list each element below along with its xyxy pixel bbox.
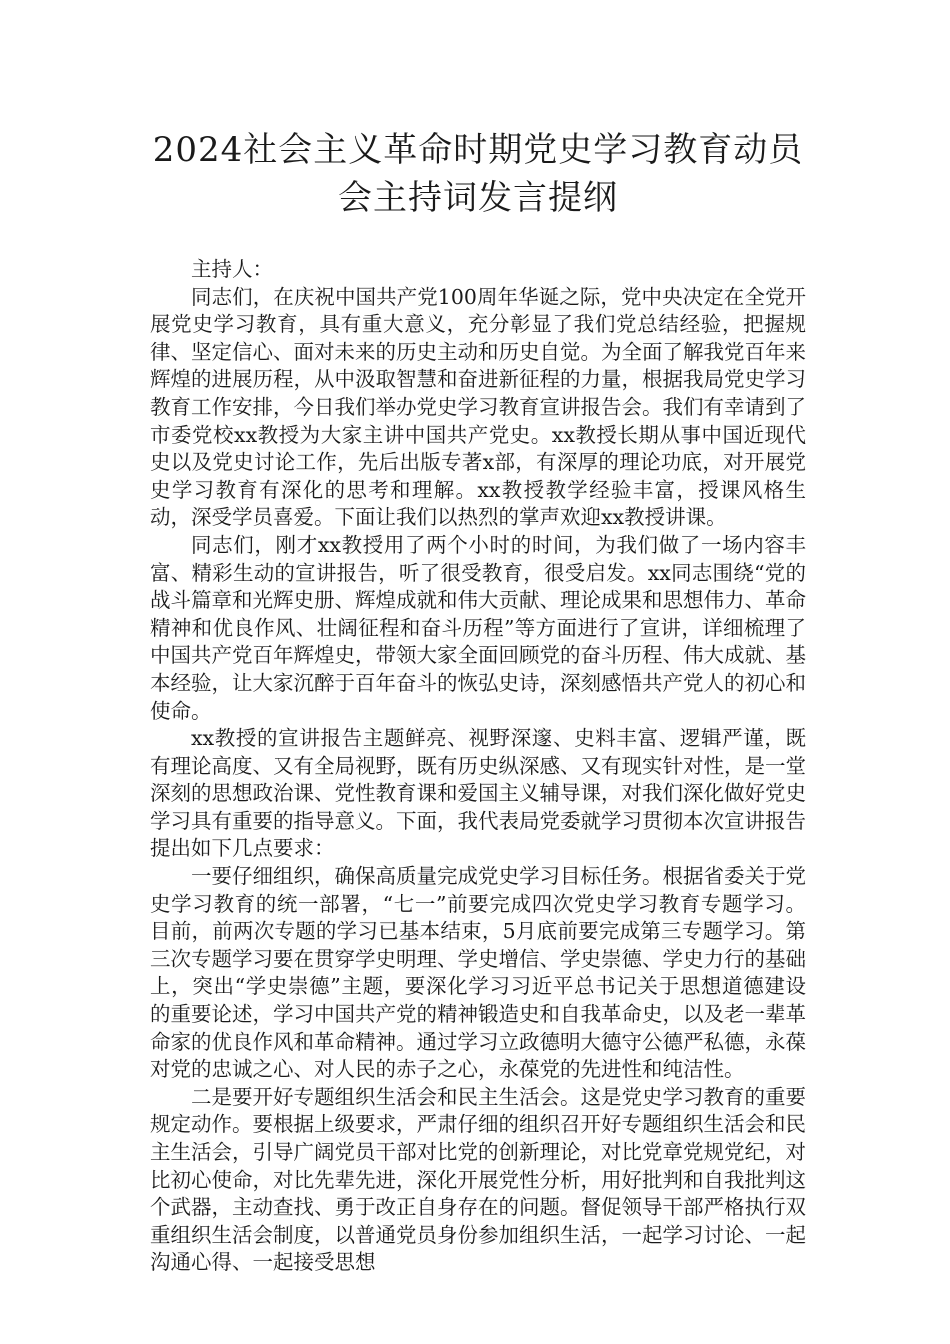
document-page	[150, 126, 806, 1277]
document-title	[150, 126, 806, 222]
paragraph-3: xx教授的宣讲报告主题鲜亮、视野深邃、史料丰富、逻辑严谨，既有理论高度、又有全局视野，既有历史纵深感、又有现实针对性，是一堂深刻的思想政治课、党性教育课和爱国主义辅导课，对我们深化做好党史学习具有重要的指导意义。下面，我代表局党委就学习贯彻本次宣讲报告提出如下几点要求：	[150, 726, 806, 861]
title-line-2: 会主持词发言提纲	[338, 178, 618, 218]
document-body	[150, 256, 806, 1277]
paragraph-4: 一要仔细组织，确保高质量完成党史学习目标任务。根据省委关于党史学习教育的统一部署，“七一”前要完成四次党史学习教育专题学习。目前，前两次专题的学习已基本结束，5月底前要完成第三专题学习。第三次专题学习要在贯穿学史明理、学史增信、学史崇德、学史力行的基础上，突出“学史崇德”主题，要深化学习习近平总书记关于思想道德建设的重要论述，学习中国共产党的精神锻造史和自我革命史，以及老一辈革命家的优良作风和革命精神。通过学习立政德明大德守公德严私德，永葆对党的忠诚之心、对人民的赤子之心，永葆党的先进性和纯洁性。	[150, 864, 806, 1082]
paragraph-5: 二是要开好专题组织生活会和民主生活会。这是党史学习教育的重要规定动作。要根据上级要求，严肃仔细的组织召开好专题组织生活会和民主生活会，引导广阔党员干部对比党的创新理论，对比党章党规党纪，对比初心使命，对比先辈先进，深化开展党性分析，用好批判和自我批判这个武器，主动查找、勇于改正自身存在的问题。督促领导干部严格执行双重组织生活会制度，以普通党员身份参加组织生活，一起学习讨论、一起沟通心得、一起接受思想	[150, 1084, 806, 1275]
host-label: 主持人：	[191, 257, 273, 281]
paragraph-1: 同志们，在庆祝中国共产党100周年华诞之际，党中央决定在全党开展党史学习教育，具有重大意义，充分彰显了我们党总结经验，把握规律、坚定信心、面对未来的历史主动和历史自觉。为全面了解我党百年来辉煌的进展历程，从中汲取智慧和奋进新征程的力量，根据我局党史学习教育工作安排，今日我们举办党史学习教育宣讲报告会。我们有幸请到了市委党校xx教授为大家主讲中国共产党史。xx教授长期从事中国近现代史以及党史讨论工作，先后出版专著x部，有深厚的理论功底，对开展党史学习教育有深化的思考和理解。xx教授教学经验丰富，授课风格生动，深受学员喜爱。下面让我们以热烈的掌声欢迎xx教授讲课。	[150, 284, 806, 530]
title-line-1: 2024社会主义革命时期党史学习教育动员	[152, 130, 804, 170]
paragraph-2: 同志们，刚才xx教授用了两个小时的时间，为我们做了一场内容丰富、精彩生动的宣讲报告，听了很受教育，很受启发。xx同志围绕“党的战斗篇章和光辉史册、辉煌成就和伟大贡献、理论成果和思想伟力、革命精神和优良作风、壮阔征程和奋斗历程”等方面进行了宣讲，详细梳理了中国共产党百年辉煌史，带领大家全面回顾党的奋斗历程、伟大成就、基本经验，让大家沉醉于百年奋斗的恢弘史诗，深刻感悟共产党人的初心和使命。	[150, 532, 806, 723]
